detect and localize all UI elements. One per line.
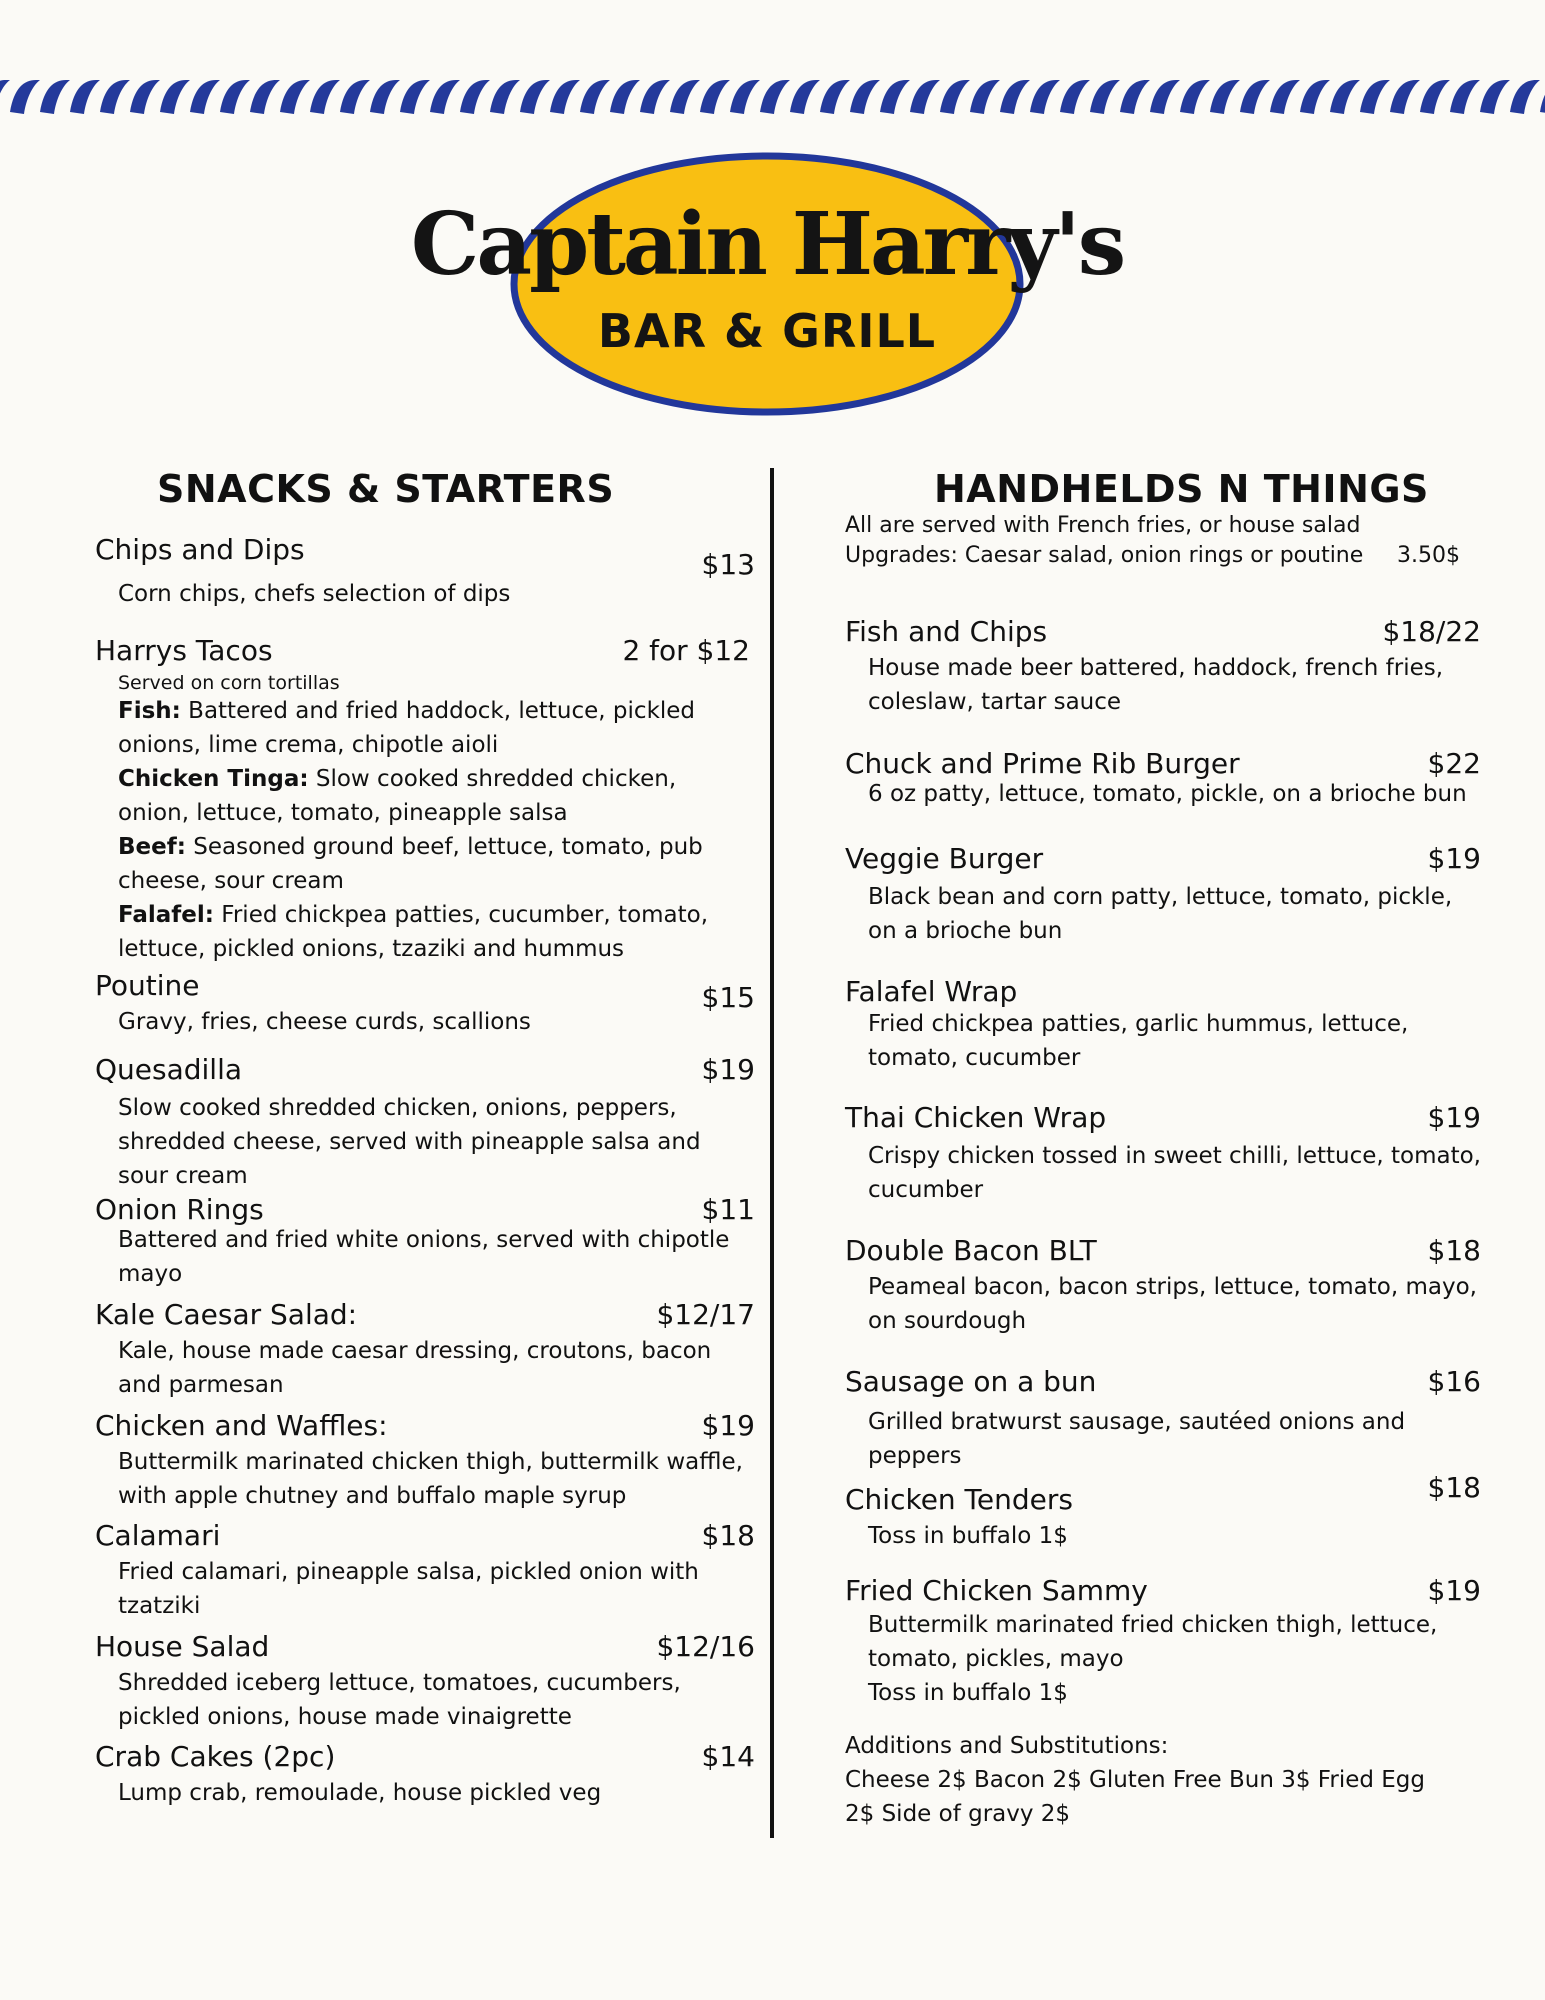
rope-segment bbox=[250, 80, 280, 114]
section-title-handhelds: HANDHELDS N THINGS bbox=[934, 467, 1429, 511]
rope-segment bbox=[1540, 80, 1545, 114]
item-name: Onion Rings bbox=[95, 1193, 264, 1226]
item-price: $19 bbox=[1427, 1574, 1481, 1607]
rope-segment bbox=[790, 80, 820, 114]
rope-segment bbox=[1330, 80, 1360, 114]
rope-segment bbox=[100, 80, 130, 114]
item-name: Veggie Burger bbox=[845, 842, 1044, 875]
upgrades-price: 3.50$ bbox=[1397, 543, 1460, 568]
rope-segment bbox=[910, 80, 940, 114]
taco-variant-chicken-tinga bbox=[118, 762, 743, 830]
item-price: $13 bbox=[701, 548, 755, 581]
rope-segment bbox=[1390, 80, 1420, 114]
rope-border-top bbox=[0, 74, 1545, 120]
rope-segment bbox=[130, 80, 160, 114]
item-price: $12/16 bbox=[656, 1630, 755, 1663]
item-price: $18 bbox=[1427, 1234, 1481, 1267]
column-divider bbox=[770, 468, 774, 1838]
item-name: Fish and Chips bbox=[845, 615, 1048, 648]
rope-segment bbox=[10, 80, 40, 114]
item-description: Corn chips, chefs selection of dips bbox=[118, 581, 511, 607]
item-price: $19 bbox=[701, 1409, 755, 1442]
rope-segment bbox=[190, 80, 220, 114]
rope-segment bbox=[460, 80, 490, 114]
rope-segment bbox=[310, 80, 340, 114]
item-price: $11 bbox=[701, 1193, 755, 1226]
variant-label: Falafel: bbox=[118, 902, 214, 928]
logo bbox=[410, 152, 1124, 416]
rope-segment bbox=[670, 80, 700, 114]
svg-text:Captain Harry's: Captain Harry's bbox=[410, 194, 1124, 295]
rope-segment bbox=[1060, 80, 1090, 114]
rope-segment bbox=[700, 80, 730, 114]
variant-text: Battered and fried haddock, lettuce, pickled onions, lime crema, chipotle aioli bbox=[118, 698, 696, 758]
item-price: $18 bbox=[1427, 1471, 1481, 1504]
section-title-snacks: SNACKS & STARTERS bbox=[157, 467, 615, 511]
item-name: House Salad bbox=[95, 1630, 270, 1663]
item-name: Calamari bbox=[95, 1519, 221, 1552]
item-name: Crab Cakes (2pc) bbox=[95, 1740, 336, 1773]
served-with-note: All are served with French fries, or house salad bbox=[845, 513, 1361, 538]
rope-segment bbox=[400, 80, 430, 114]
item-description: House made beer battered, haddock, french fries, coleslaw, tartar sauce bbox=[868, 655, 1444, 715]
item-description: Kale, house made caesar dressing, croutons, bacon and parmesan bbox=[118, 1338, 712, 1398]
item-price: 2 for $12 bbox=[622, 634, 750, 667]
rope-segment bbox=[0, 80, 10, 114]
rope-segment bbox=[580, 80, 610, 114]
rope-segment bbox=[370, 80, 400, 114]
rope-segment bbox=[490, 80, 520, 114]
rope-segment bbox=[820, 80, 850, 114]
rope-segment bbox=[520, 80, 550, 114]
item-price: $18/22 bbox=[1382, 615, 1481, 648]
item-name: Quesadilla bbox=[95, 1053, 243, 1086]
item-name: Falafel Wrap bbox=[845, 975, 1018, 1008]
rope-segment bbox=[1030, 80, 1060, 114]
rope-segment bbox=[1270, 80, 1300, 114]
item-name: Chicken and Waffles: bbox=[95, 1409, 388, 1442]
item-price: $14 bbox=[701, 1740, 755, 1773]
item-description: Grilled bratwurst sausage, sautéed onions and peppers bbox=[868, 1409, 1406, 1469]
item-price: $12/17 bbox=[656, 1298, 755, 1331]
svg-text:BAR & GRILL: BAR & GRILL bbox=[597, 304, 937, 358]
item-description-extra: Toss in buffalo 1$ bbox=[868, 1680, 1068, 1706]
additions-block bbox=[845, 1729, 1455, 1831]
variant-text: Seasoned ground beef, lettuce, tomato, pub cheese, sour cream bbox=[118, 834, 703, 894]
item-name: Kale Caesar Salad: bbox=[95, 1298, 358, 1331]
item-description: Slow cooked shredded chicken, onions, peppers, shredded cheese, served with pineapple salsa and sour cream bbox=[118, 1095, 701, 1189]
rope-segment bbox=[640, 80, 670, 114]
item-description: Black bean and corn patty, lettuce, tomato, pickle, on a brioche bun bbox=[868, 884, 1453, 944]
item-price: $15 bbox=[701, 981, 755, 1014]
item-description: Toss in buffalo 1$ bbox=[868, 1523, 1068, 1549]
item-description: Crispy chicken tossed in sweet chilli, lettuce, tomato, cucumber bbox=[868, 1143, 1481, 1203]
rope-segment bbox=[340, 80, 370, 114]
rope-segment bbox=[1420, 80, 1450, 114]
taco-variant-beef bbox=[118, 830, 743, 898]
item-description: Gravy, fries, cheese curds, scallions bbox=[118, 1009, 531, 1035]
rope-segment bbox=[880, 80, 910, 114]
rope-segment bbox=[160, 80, 190, 114]
item-description: Fried chickpea patties, garlic hummus, lettuce, tomato, cucumber bbox=[868, 1011, 1409, 1071]
variant-label: Chicken Tinga: bbox=[118, 766, 309, 792]
variant-label: Beef: bbox=[118, 834, 186, 860]
rope-segment bbox=[940, 80, 970, 114]
item-name: Double Bacon BLT bbox=[845, 1234, 1097, 1267]
item-name: Chips and Dips bbox=[95, 533, 305, 566]
rope-segment bbox=[70, 80, 100, 114]
item-description: 6 oz patty, lettuce, tomato, pickle, on a brioche bun bbox=[868, 781, 1467, 807]
rope-segment bbox=[760, 80, 790, 114]
item-price: $19 bbox=[1427, 842, 1481, 875]
rope-segment bbox=[730, 80, 760, 114]
rope-segment bbox=[550, 80, 580, 114]
item-name: Chuck and Prime Rib Burger bbox=[845, 747, 1240, 780]
variant-text: Slow cooked shredded chicken, onion, lettuce, tomato, pineapple salsa bbox=[118, 766, 677, 826]
rope-segment bbox=[280, 80, 310, 114]
taco-variant-fish bbox=[118, 694, 743, 762]
rope-segment bbox=[610, 80, 640, 114]
item-description-line: Buttermilk marinated fried chicken thigh, lettuce, tomato, pickles, mayo bbox=[868, 1612, 1438, 1672]
item-price: $16 bbox=[1427, 1365, 1481, 1398]
item-description: Shredded iceberg lettuce, tomatoes, cucumbers, pickled onions, house made vinaigrette bbox=[118, 1670, 681, 1730]
rope-segment bbox=[1240, 80, 1270, 114]
item-name: Harrys Tacos bbox=[95, 634, 273, 667]
item-name: Fried Chicken Sammy bbox=[845, 1574, 1148, 1607]
upgrades-note: Upgrades: Caesar salad, onion rings or poutine bbox=[845, 543, 1364, 568]
item-name: Thai Chicken Wrap bbox=[845, 1101, 1107, 1134]
rope-segment bbox=[1450, 80, 1480, 114]
rope-segment bbox=[1210, 80, 1240, 114]
item-description: Buttermilk marinated chicken thigh, buttermilk waffle, with apple chutney and buffalo maple syrup bbox=[118, 1449, 743, 1509]
rope-segment bbox=[1150, 80, 1180, 114]
taco-variant-falafel bbox=[118, 898, 743, 966]
rope-segment bbox=[40, 80, 70, 114]
item-description: Fried calamari, pineapple salsa, pickled onion with tzatziki bbox=[118, 1559, 699, 1619]
item-description: Lump crab, remoulade, house pickled veg bbox=[118, 1780, 602, 1806]
rope-segment bbox=[850, 80, 880, 114]
item-description: Battered and fried white onions, served with chipotle mayo bbox=[118, 1227, 730, 1287]
additions-title: Additions and Substitutions: bbox=[845, 1733, 1169, 1759]
item-description: Peameal bacon, bacon strips, lettuce, tomato, mayo, on sourdough bbox=[868, 1274, 1477, 1334]
served-note: Served on corn tortillas bbox=[118, 672, 340, 694]
rope-segment bbox=[220, 80, 250, 114]
rope-segment bbox=[1480, 80, 1510, 114]
rope-segment bbox=[1000, 80, 1030, 114]
rope-segment bbox=[1180, 80, 1210, 114]
item-description bbox=[868, 1608, 1468, 1710]
variant-text: Fried chickpea patties, cucumber, tomato, lettuce, pickled onions, tzaziki and hummus bbox=[118, 902, 709, 962]
variant-label: Fish: bbox=[118, 698, 181, 724]
item-name: Poutine bbox=[95, 969, 200, 1002]
item-price: $19 bbox=[701, 1053, 755, 1086]
rope-segment bbox=[1510, 80, 1540, 114]
taco-variants bbox=[118, 672, 743, 966]
rope-segment bbox=[1120, 80, 1150, 114]
rope-segment bbox=[970, 80, 1000, 114]
rope-segment bbox=[1300, 80, 1330, 114]
item-price: $19 bbox=[1427, 1101, 1481, 1134]
item-price: $18 bbox=[701, 1519, 755, 1552]
rope-segment bbox=[430, 80, 460, 114]
item-name: Sausage on a bun bbox=[845, 1365, 1097, 1398]
additions-text: Cheese 2$ Bacon 2$ Gluten Free Bun 3$ Fried Egg 2$ Side of gravy 2$ bbox=[845, 1767, 1425, 1827]
rope-segment bbox=[1090, 80, 1120, 114]
item-name: Chicken Tenders bbox=[845, 1483, 1073, 1516]
item-price: $22 bbox=[1427, 747, 1481, 780]
rope-segment bbox=[1360, 80, 1390, 114]
